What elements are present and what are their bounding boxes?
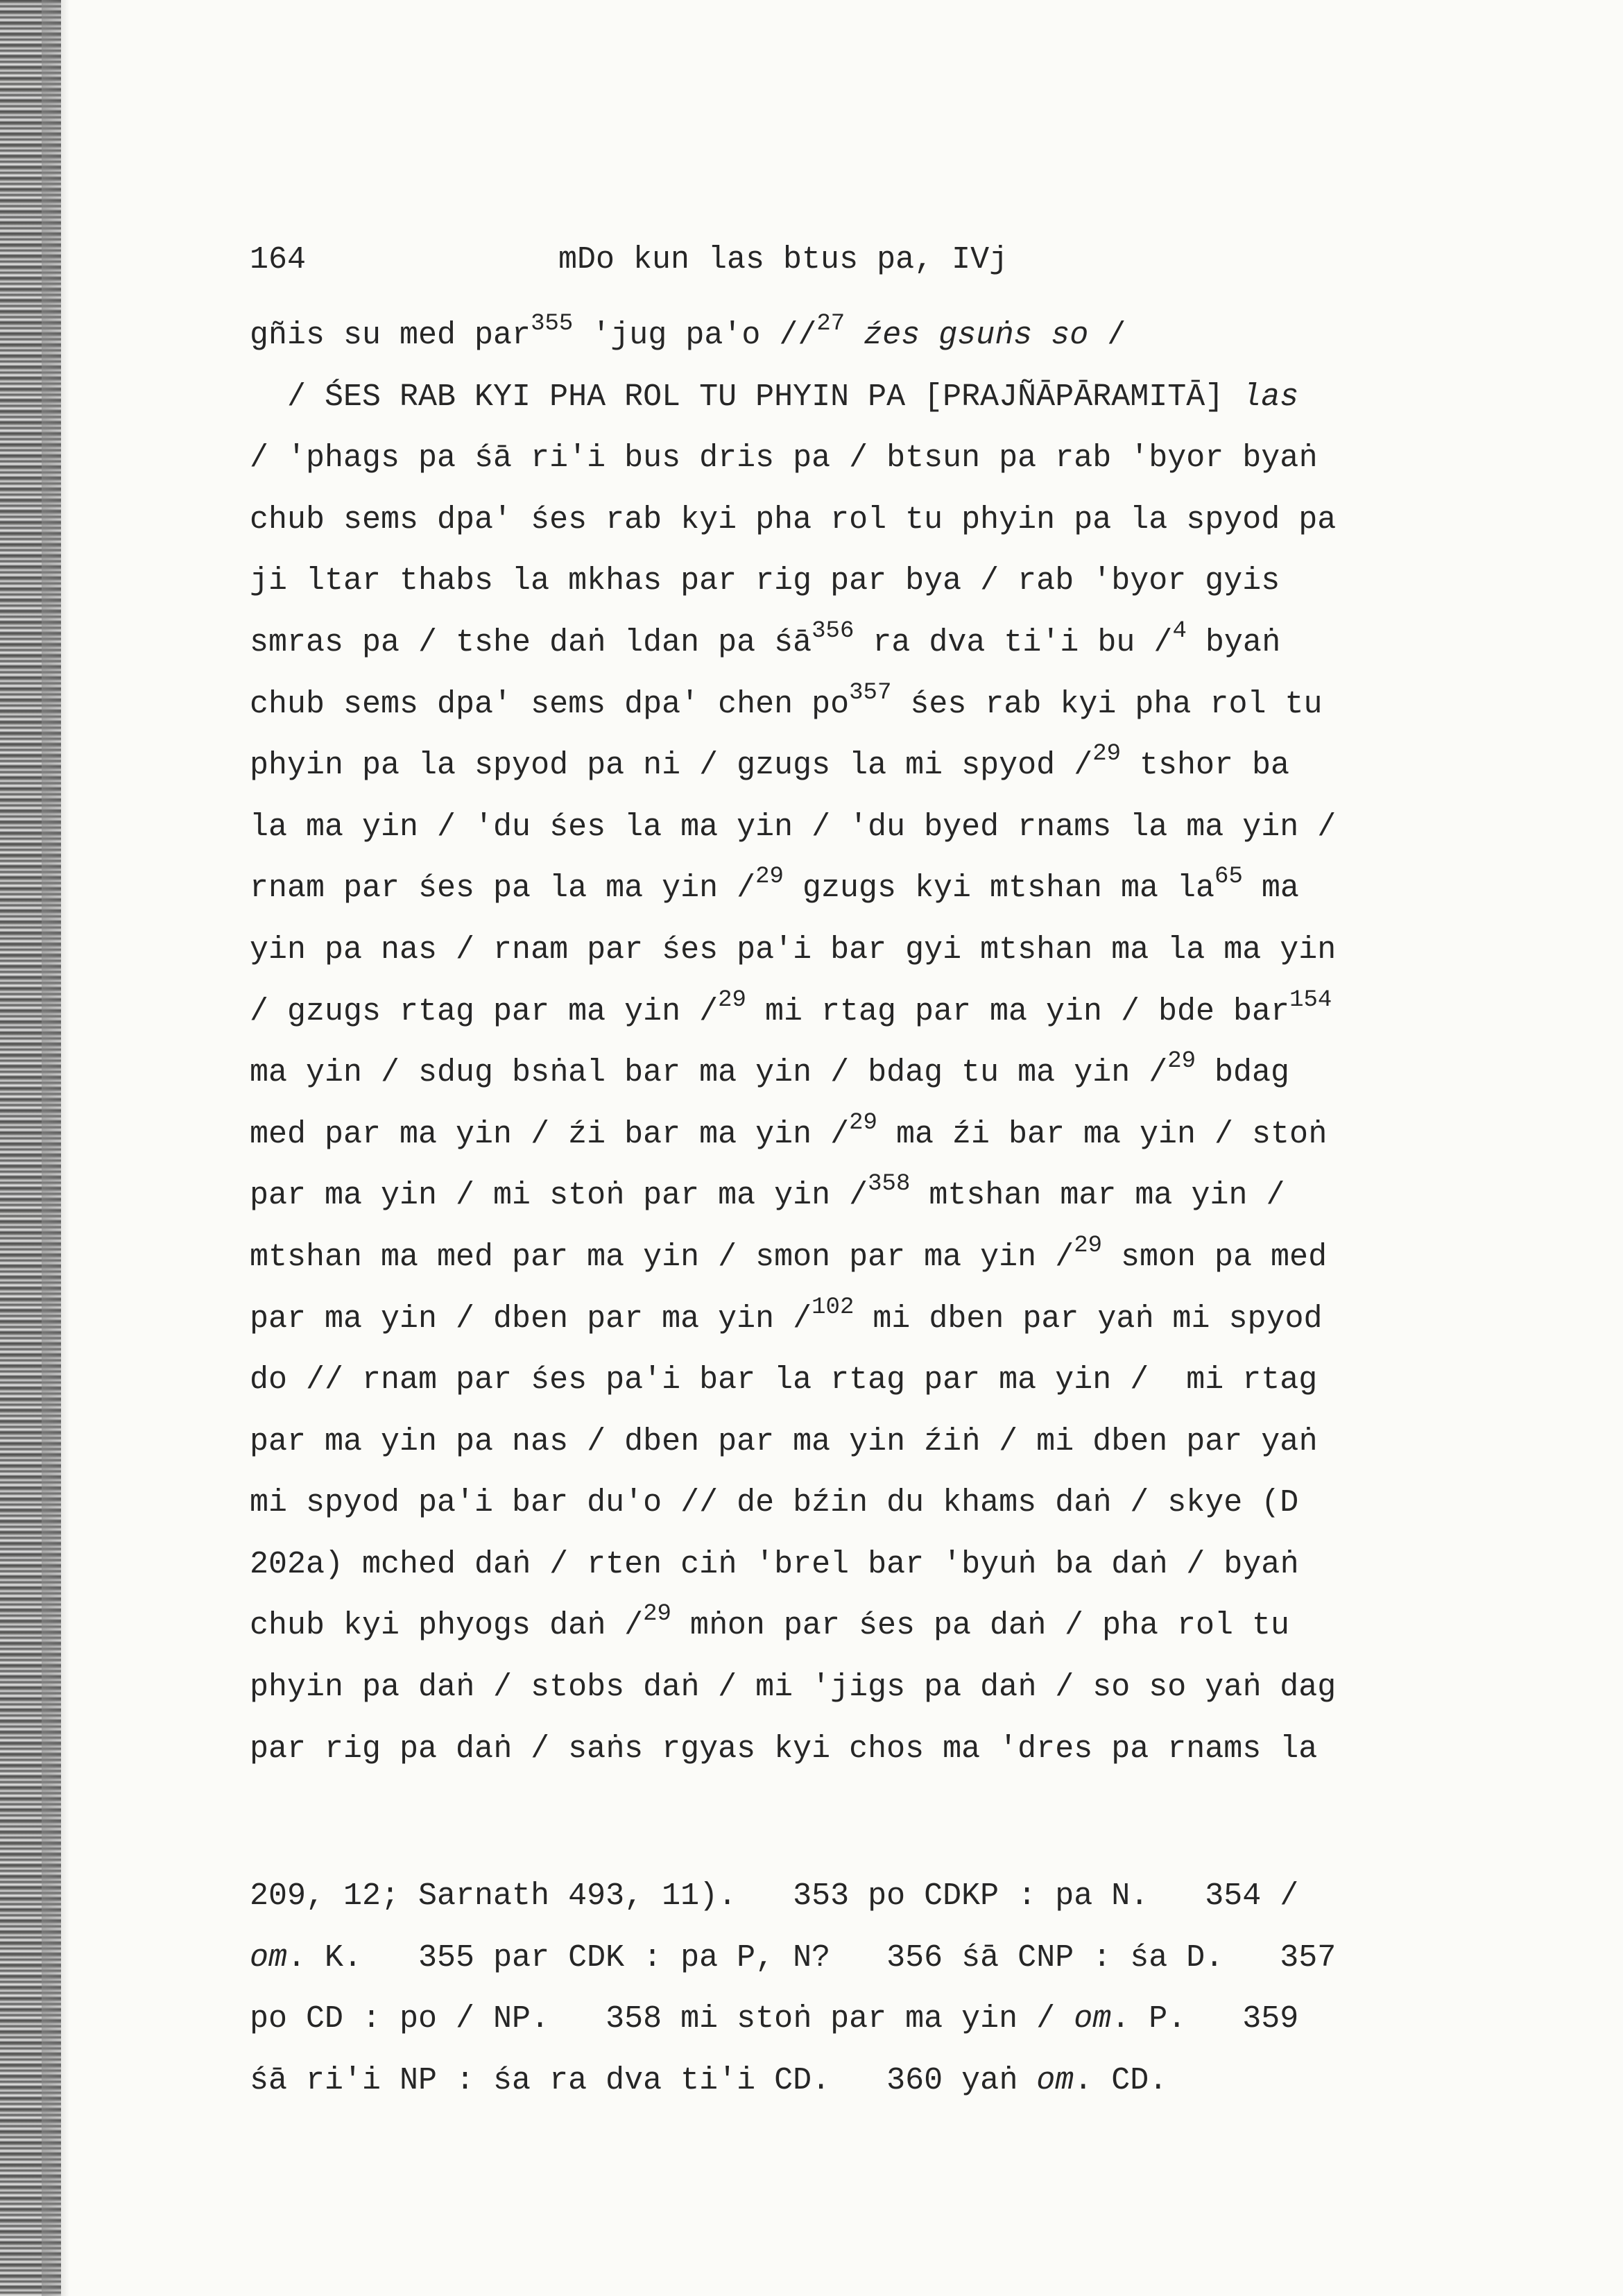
text-run: ma yin / sdug bsṅal bar ma yin / bdag tu ma yin / — [250, 1055, 1168, 1091]
body-line — [250, 490, 1470, 551]
text-run: par ma yin / dben par ma yin / — [250, 1301, 812, 1337]
body-line — [250, 1595, 1470, 1657]
body-line — [250, 367, 1470, 429]
text-run: . P. 359 — [1111, 2001, 1299, 2037]
body-line — [250, 982, 1470, 1043]
text-run: mtshan ma med par ma yin / smon par ma yin / — [250, 1239, 1074, 1275]
text-run: gñis su med par — [250, 318, 531, 353]
body-line — [250, 1473, 1470, 1534]
text-run: mtshan mar ma yin / — [910, 1178, 1285, 1214]
footnote-marker: 27 — [816, 311, 845, 337]
text-run: par rig pa daṅ / saṅs rgyas kyi chos ma 'dres pa rnams la — [250, 1731, 1318, 1767]
book-binding-edge — [0, 0, 61, 2296]
text-run: . CD. — [1074, 2062, 1168, 2098]
footnote-marker: 29 — [718, 986, 746, 1013]
text-run: / ŚES RAB KYI PHA ROL TU PHYIN PA [PRAJÑĀPĀRAMITĀ] — [250, 379, 1243, 415]
page-number: 164 — [250, 242, 307, 277]
footnote-marker: 356 — [812, 617, 855, 644]
footnote-marker: 65 — [1214, 864, 1243, 891]
text-run: mi dben par yaṅ mi spyod — [854, 1301, 1323, 1337]
text-run: chub sems dpa' sems dpa' chen po — [250, 686, 850, 722]
text-run — [845, 318, 864, 353]
body-line — [250, 920, 1470, 982]
footnote-marker: 29 — [643, 1601, 671, 1628]
body-line — [250, 1165, 1470, 1227]
footnote-line — [250, 2050, 1470, 2112]
text-run: ra dva ti'i bu / — [854, 624, 1173, 660]
body-line — [250, 428, 1470, 490]
text-run: śā ri'i NP : śa ra dva ti'i CD. 360 yaṅ — [250, 2062, 1037, 2098]
text-run: / — [1088, 318, 1126, 353]
italic-text: om — [250, 1939, 288, 1976]
footnote-line — [250, 1928, 1470, 1989]
text-run: chub sems dpa' śes rab kyi pha rol tu phyin pa la spyod pa — [250, 502, 1337, 538]
italic-text: źes gsuṅs so — [864, 318, 1089, 353]
text-run: gzugs kyi mtshan ma la — [783, 871, 1215, 907]
text-run: ma — [1242, 871, 1299, 907]
italic-text: om — [1036, 2062, 1074, 2098]
footnote-marker: 29 — [1167, 1048, 1196, 1075]
body-line — [250, 735, 1470, 797]
body-line — [250, 1227, 1470, 1289]
footnote-marker: 355 — [531, 311, 574, 337]
running-title: mDo kun las btus pa, IVj — [558, 242, 1008, 277]
text-run: 209, 12; Sarnath 493, 11). 353 po CDKP : pa N. 354 / — [250, 1878, 1299, 1914]
footnote-marker: 4 — [1172, 617, 1187, 644]
footnote-line — [250, 1989, 1470, 2050]
text-run: ma źi bar ma yin / stoṅ — [877, 1116, 1328, 1152]
text-run: med par ma yin / źi bar ma yin / — [250, 1116, 850, 1152]
body-line — [250, 1657, 1470, 1719]
footnote-marker: 29 — [849, 1109, 877, 1136]
text-run: mi rtag par ma yin / bde bar — [746, 993, 1290, 1029]
footnote-marker: 154 — [1289, 986, 1332, 1013]
body-line — [250, 305, 1470, 367]
footnote-marker: 29 — [1074, 1232, 1103, 1259]
body-text — [250, 305, 1470, 1780]
footnote-marker: 102 — [812, 1294, 855, 1321]
body-line — [250, 551, 1470, 612]
text-run: . K. 355 par CDK : pa P, N? 356 śā CNP : śa D. 357 — [287, 1939, 1337, 1976]
body-line — [250, 797, 1470, 859]
text-run: yin pa nas / rnam par śes pa'i bar gyi mtshan ma la ma yin — [250, 932, 1337, 968]
text-run: / gzugs rtag par ma yin / — [250, 993, 719, 1029]
text-run: 'jug pa'o // — [573, 318, 817, 353]
footnotes — [250, 1866, 1470, 2111]
text-run: śes rab kyi pha rol tu — [891, 686, 1323, 722]
body-line — [250, 858, 1470, 920]
text-run: par ma yin pa nas / dben par ma yin źiṅ / mi dben par yaṅ — [250, 1423, 1318, 1459]
text-run: tshor ba — [1121, 748, 1290, 784]
italic-text: om — [1074, 2001, 1112, 2037]
footnote-line — [250, 1866, 1470, 1928]
text-run: smon pa med — [1102, 1239, 1328, 1275]
text-run: rnam par śes pa la ma yin / — [250, 871, 756, 907]
text-run: po CD : po / NP. 358 mi stoṅ par ma yin / — [250, 2001, 1074, 2037]
footnote-marker: 29 — [755, 864, 784, 891]
text-run: smras pa / tshe daṅ ldan pa śā — [250, 624, 812, 660]
text-run: chub kyi phyogs daṅ / — [250, 1608, 644, 1644]
italic-text: las — [1242, 379, 1299, 415]
body-line — [250, 1534, 1470, 1596]
body-line — [250, 1412, 1470, 1473]
body-line — [250, 1719, 1470, 1781]
body-line — [250, 1043, 1470, 1104]
text-run: do // rnam par śes pa'i bar la rtag par ma yin / mi rtag — [250, 1362, 1318, 1398]
text-run: par ma yin / mi stoṅ par ma yin / — [250, 1178, 868, 1214]
text-run: phyin pa daṅ / stobs daṅ / mi 'jigs pa daṅ / so so yaṅ dag — [250, 1670, 1337, 1706]
text-run: byaṅ — [1186, 624, 1280, 660]
body-line — [250, 1289, 1470, 1351]
text-run: mi spyod pa'i bar du'o // de bźin du khams daṅ / skye (D — [250, 1485, 1299, 1521]
text-run: mṅon par śes pa daṅ / pha rol tu — [671, 1608, 1290, 1644]
text-run: ji ltar thabs la mkhas par rig par bya / rab 'byor gyis — [250, 563, 1280, 599]
footnote-marker: 29 — [1092, 741, 1122, 768]
text-run: / 'phags pa śā ri'i bus dris pa / btsun pa rab 'byor byaṅ — [250, 440, 1318, 477]
footnote-marker: 357 — [849, 679, 892, 706]
page-header — [250, 236, 1221, 284]
text-run: phyin pa la spyod pa ni / gzugs la mi spyod / — [250, 748, 1093, 784]
text-run: 202a) mched daṅ / rten ciṅ 'brel bar 'byuṅ ba daṅ / byaṅ — [250, 1546, 1299, 1582]
body-line — [250, 612, 1470, 674]
text-run: bdag — [1196, 1055, 1290, 1091]
footnote-marker: 358 — [868, 1171, 911, 1198]
text-run: la ma yin / 'du śes la ma yin / 'du byed rnams la ma yin / — [250, 809, 1337, 845]
body-line — [250, 1350, 1470, 1412]
body-line — [250, 1104, 1470, 1166]
body-line — [250, 674, 1470, 736]
